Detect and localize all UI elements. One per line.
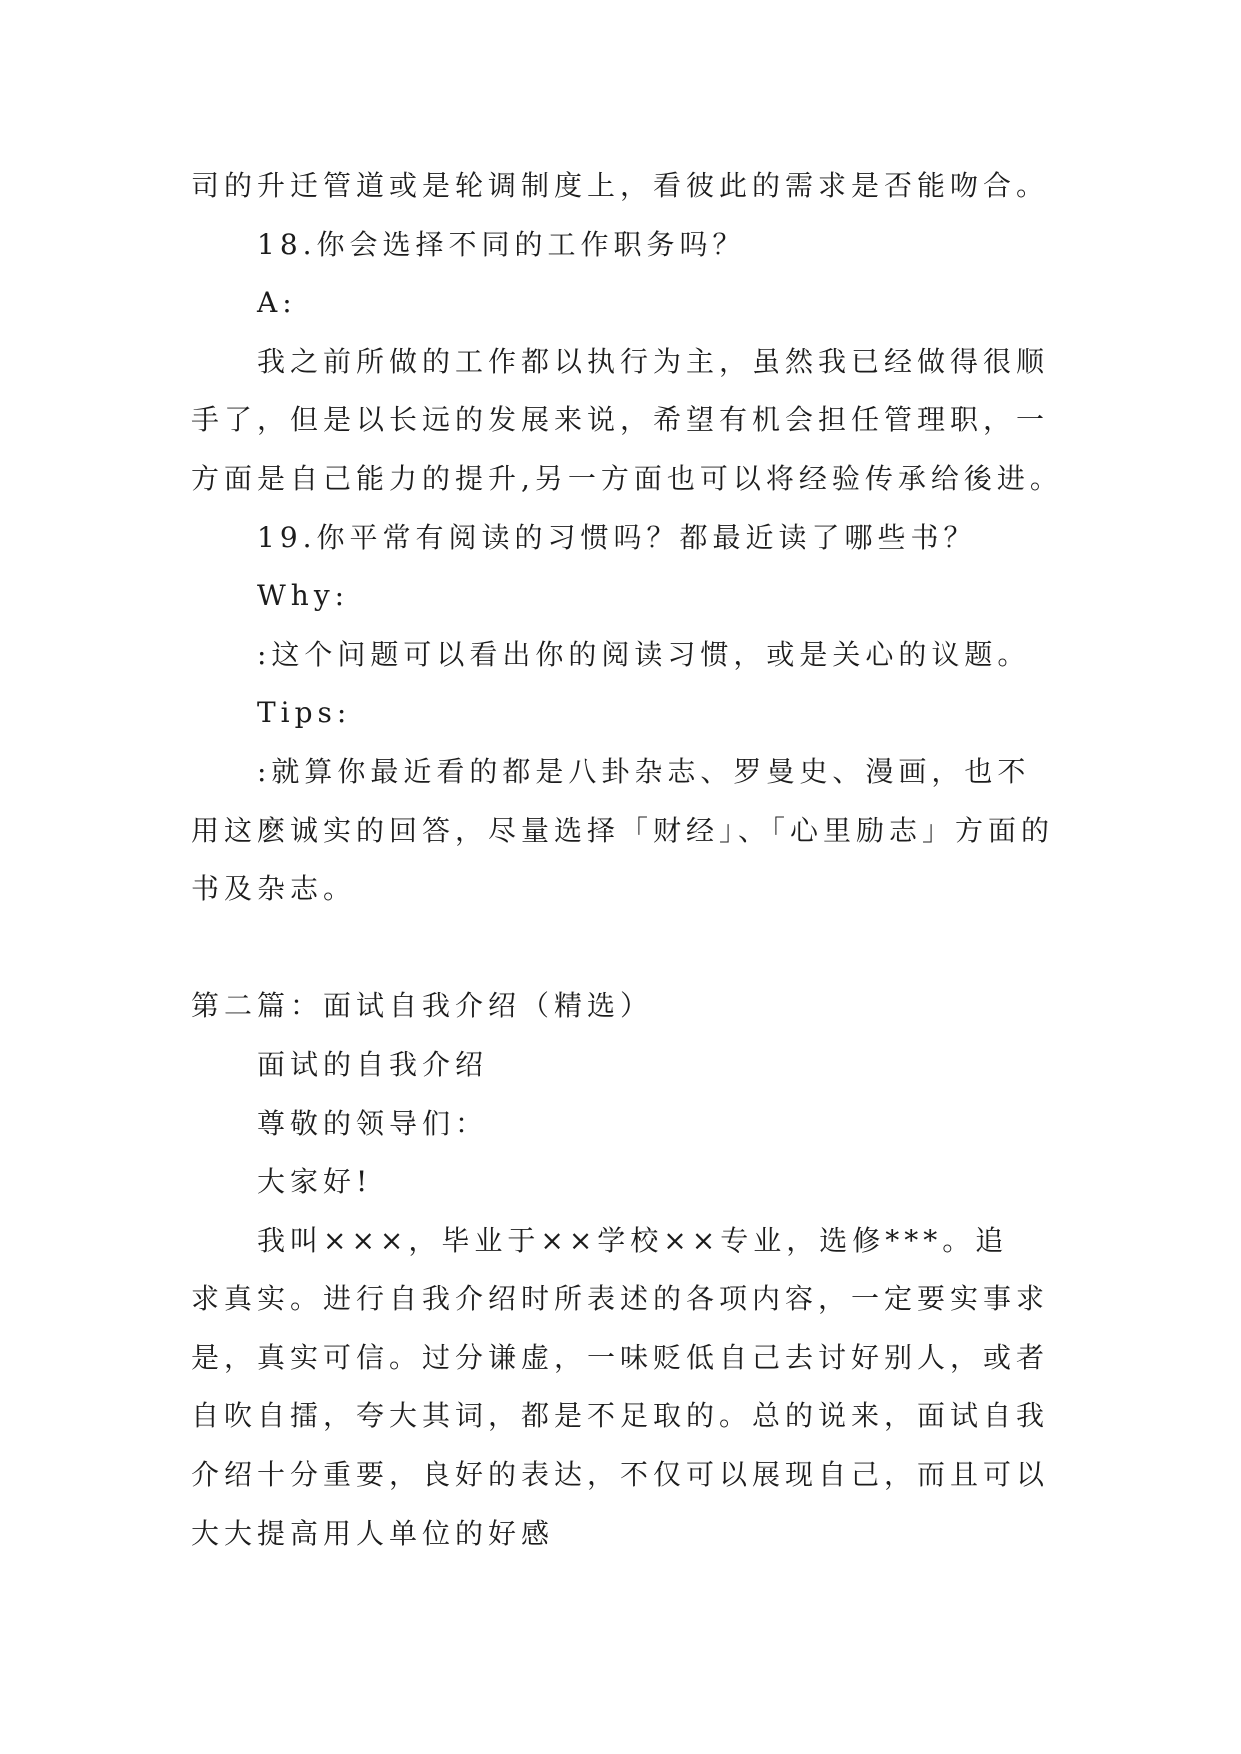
part-two [191, 977, 1091, 1563]
answer-line: 我之前所做的工作都以执行为主，虽然我已经做得很顺 [257, 344, 1050, 378]
body-line: 自吹自擂，夸大其词，都是不足取的。总的说来，面试自我 [191, 1399, 1050, 1433]
section-subtitle: 面试的自我介绍 [257, 1047, 489, 1081]
salutation: 尊敬的领导们： [257, 1106, 489, 1140]
why-label: Why: [257, 579, 350, 613]
blank-line [191, 919, 1091, 978]
body-line: 求真实。进行自我介绍时所表述的各项内容，一定要实事求 [191, 1282, 1050, 1316]
tips-label: Tips: [257, 696, 352, 730]
question-19-title: 19.你平常有阅读的习惯吗？都最近读了哪些书？ [257, 520, 977, 554]
body-line: 是，真实可信。过分谦虚，一味贬低自己去讨好别人，或者 [191, 1340, 1050, 1374]
body-line: 介绍十分重要，良好的表达，不仅可以展现自己，而且可以 [191, 1458, 1050, 1492]
why-text: :这个问题可以看出你的阅读习惯，或是关心的议题。 [257, 637, 1031, 671]
question-18-title: 18.你会选择不同的工作职务吗？ [257, 227, 746, 261]
section-heading: 第二篇：面试自我介绍（精选） [191, 989, 654, 1023]
question-19 [191, 509, 1091, 919]
tips-line: :就算你最近看的都是八卦杂志、罗曼史、漫画，也不 [257, 754, 1031, 788]
tips-line: 书及杂志。 [191, 872, 357, 906]
question-18 [191, 216, 1091, 509]
answer-label: A: [257, 286, 297, 320]
greeting: 大家好! [257, 1165, 373, 1199]
document-body [191, 157, 1091, 1563]
answer-line: 方面是自己能力的提升,另一方面也可以将经验传承给後进。 [191, 461, 1063, 495]
tips-line: 用这麽诚实的回答，尽量选择「财经」、「心里励志」方面的 [191, 813, 1055, 847]
answer-line: 手了，但是以长远的发展来说，希望有机会担任管理职，一 [191, 403, 1050, 437]
continuation-paragraph: 司的升迁管道或是轮调制度上，看彼此的需求是否能吻合。 [191, 169, 1050, 202]
part-one [191, 157, 1091, 919]
body-line: 我叫×××，毕业于××学校××专业，选修***。追 [257, 1223, 1009, 1257]
body-line: 大大提高用人单位的好感 [191, 1516, 555, 1550]
